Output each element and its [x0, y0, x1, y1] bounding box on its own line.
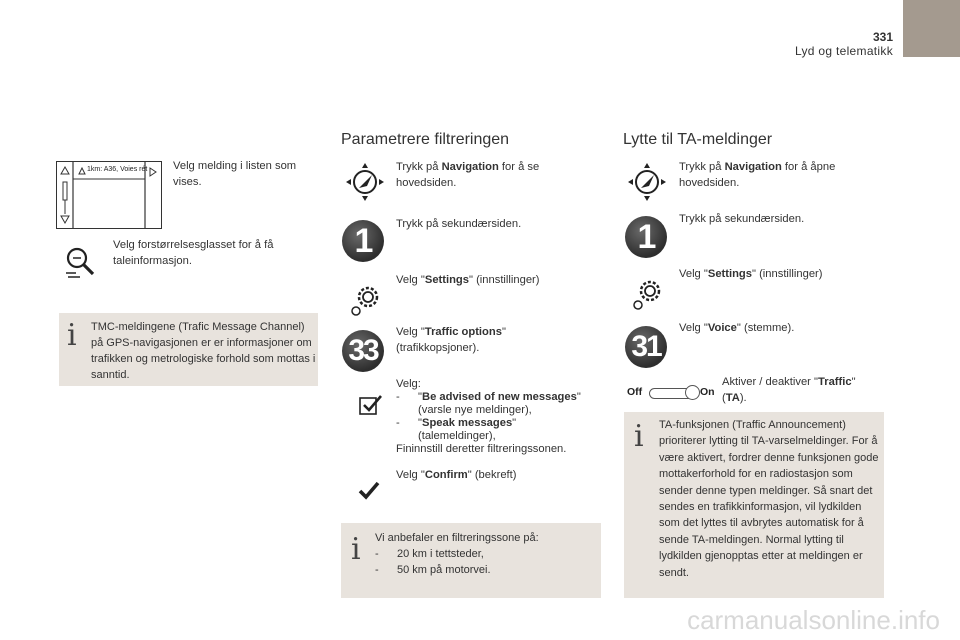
filter-step-settings: Velg "Settings" (innstillinger) — [396, 274, 540, 286]
option-speak-messages: Speak messages — [421, 417, 513, 429]
step-badge-33: 33 — [342, 330, 384, 372]
filter-zone-note: i Vi anbefaler en filtreringssone på: - 20 km i tettsteder, - 50 km på motorvei. — [341, 523, 601, 598]
corner-tab — [903, 0, 960, 57]
step-badge-31: 31 — [625, 326, 667, 368]
options-head: Velg: — [396, 378, 421, 390]
watermark: carmanualsonline.info — [687, 605, 940, 635]
ta-note-text: TA-funksjonen (Traffic Announcement) prioriterer lytting til TA-varselmeldinger. For å være aktivert, fordrer denne funksjonen gode mottakerforhold for en radiostasjon som sender denne typen meldinger. Så snart det sendes en trafikkinformasjon, vil lydkilden som det lyttes til avbrytes automatisk for å sende TA-meldingen. Normal lytting til lydkilden gjenopptas etter at meldingen er sendt. — [659, 419, 879, 579]
ta-section-title: Lytte til TA-meldinger — [623, 131, 773, 148]
traffic-list-screen-icon — [56, 161, 162, 229]
filter-step-navigation: Trykk på Navigation for å se hovedsiden. — [396, 161, 540, 189]
note-intro: Vi anbefaler en filtreringssone på: — [375, 532, 539, 544]
screen-message-label: 1km: A36, Voies rét — [87, 166, 148, 173]
ta-step-toggle: Aktiver / deaktiver "Traffic" (TA). — [722, 376, 856, 404]
magnifier-icon — [62, 245, 98, 279]
filter-step-options: Velg: - "Be advised of new messages" (varsle nye meldinger), - "Speak messages" (talemeldinger), Fininnstill deretter filtreringssonen. — [396, 378, 581, 455]
filter-step-confirm: Velg "Confirm" (bekreft) — [396, 469, 517, 481]
navigation-icon — [342, 159, 388, 205]
ta-step-secondary: Trykk på sekundærsiden. — [679, 213, 805, 225]
filter-step-secondary: Trykk på sekundærsiden. — [396, 218, 522, 230]
magnifier-text: Velg forstørrelsesglasset for å få taleinformasjon. — [113, 239, 274, 267]
navigation-icon — [624, 159, 670, 205]
filter-section-title: Parametrere filtreringen — [341, 131, 510, 148]
note-item-motorway: 50 km på motorvei. — [397, 564, 491, 576]
traffic-toggle — [627, 385, 715, 401]
info-icon: i — [634, 419, 644, 454]
step-badge-1: 1 — [342, 220, 384, 262]
ta-info-note — [624, 412, 884, 598]
page-number: 331 — [872, 30, 893, 44]
section-title: Lyd og telematikk — [794, 44, 893, 58]
filter-step-traffic-options: Velg "Traffic options" (trafikkopsjoner). — [396, 326, 506, 354]
select-message-text: Velg melding i listen som vises. — [173, 160, 297, 188]
ta-step-voice: Velg "Voice" (stemme). — [679, 322, 795, 334]
confirm-check-icon — [358, 480, 380, 500]
info-icon: i — [351, 532, 361, 567]
note-item-city: 20 km i tettsteder, — [397, 548, 484, 560]
toggle-knob — [685, 385, 700, 400]
settings-gear-icon — [350, 283, 384, 317]
option-advise-new: Be advised of new messages — [421, 391, 577, 403]
ta-step-navigation: Trykk på Navigation for å åpne hovedsiden. — [679, 161, 836, 189]
toggle-off-label: Off — [627, 386, 643, 398]
ta-step-settings: Velg "Settings" (innstillinger) — [679, 268, 823, 280]
step-badge-1: 1 — [625, 216, 667, 258]
settings-gear-icon — [632, 277, 666, 311]
toggle-on-label: On — [700, 386, 715, 398]
checklist-icon — [358, 393, 384, 417]
tmc-note-text: TMC-meldingene (Trafic Message Channel) på GPS-navigasjonen er er informasjoner om trafikken og metrologiske forhold som mottas i sanntid. — [91, 321, 316, 381]
tmc-info-note — [59, 313, 318, 386]
info-icon: i — [67, 318, 77, 353]
